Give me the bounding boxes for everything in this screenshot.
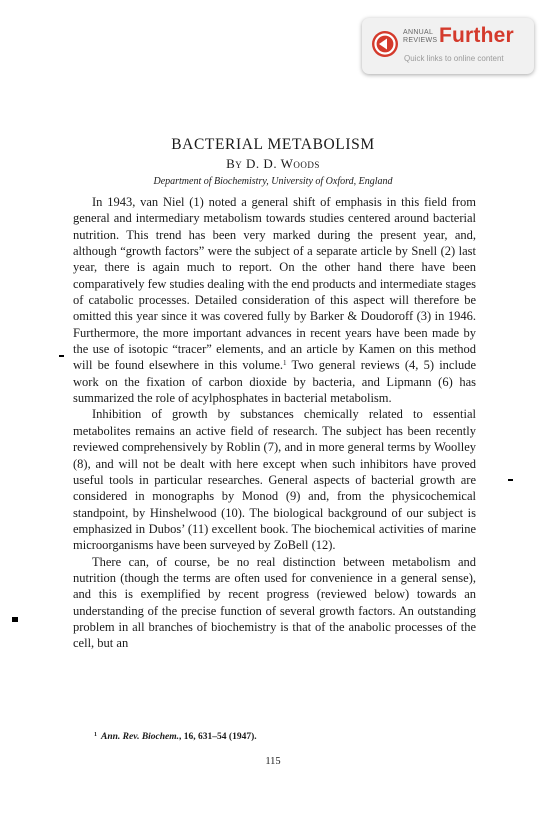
paragraph: There can, of course, be no real distinction between metabolism and nutrition (though the terms are often used for convenience in a general sense), and this is exemplified by recent progress (reviewed below) towards an understanding of the precise function of several growth factors. An outstanding problem in all branches of biochemistry is that of the anabolic processes of the cell, but an	[73, 554, 476, 651]
footnote-journal: Ann. Rev. Biochem.	[101, 732, 180, 742]
paragraph: Inhibition of growth by substances chemically related to essential metabolites remains an active field of research. The subject has been recently reviewed comprehensively by Roblin (7), and in more general terms by Woolley (8), and will not be dealt with here except when such inhibitors have proved useful tools in particular researches. General aspects of bacterial growth are considered in monographs by Monod (9) and, from the physicochemical standpoint, by Hinshelwood (10). The biological background of our subject is emphasized in Dubos’ (11) excellent book. The biochemical activities of marine microorganisms have been surveyed by ZoBell (12).	[73, 407, 476, 553]
footnote-marker: 1	[283, 359, 287, 368]
article-title: BACTERIAL METABOLISM	[171, 136, 375, 153]
further-badge[interactable]	[362, 18, 534, 74]
article-author: By D. D. Woods	[226, 156, 320, 171]
margin-mark	[59, 355, 64, 357]
footnote: $^1$ Ann. Rev. Biochem., 16, 631–54 (1947).	[94, 732, 257, 742]
further-wordmark: Further	[439, 24, 514, 47]
author-affiliation: Department of Biochemistry, University of Oxford, England	[153, 176, 393, 187]
paragraph: In 1943, van Niel (1) noted a general shift of emphasis in this field from general and intermediary metabolism towards studies centered around bacterial nutrition. This trend has been very marked during the present year, and, although “growth factors” were the subject of a separate article by Snell (2) last year, there is again much to report. On the other hand there have been comparatively few studies dealing with the end products and intermediate stages of catabolic processes. Detailed consideration of this aspect will therefore be omitted this year since it was covered fully by Barker & Doudoroff (3) in 1946. Furthermore, the more important advances in recent years have been made by the use of isotopic “tracer” elements, and an article by Kamen on this method will be found elsewhere in this volume.$^1$ Two general reviews (4, 5) include work on the fixation of carbon dioxide by bacteria, and Lipmann (6) has summarized the role of acylphosphates in bacterial metabolism.	[73, 195, 476, 406]
annual-reviews-wordmark: ANNUAL REVIEWS	[403, 29, 438, 44]
article-body	[73, 194, 476, 652]
margin-mark	[508, 479, 513, 481]
margin-mark	[12, 617, 18, 622]
further-subtitle: Quick links to online content	[404, 54, 504, 63]
circular-arrow-back-icon	[371, 30, 399, 58]
page-number: 115	[265, 756, 281, 767]
